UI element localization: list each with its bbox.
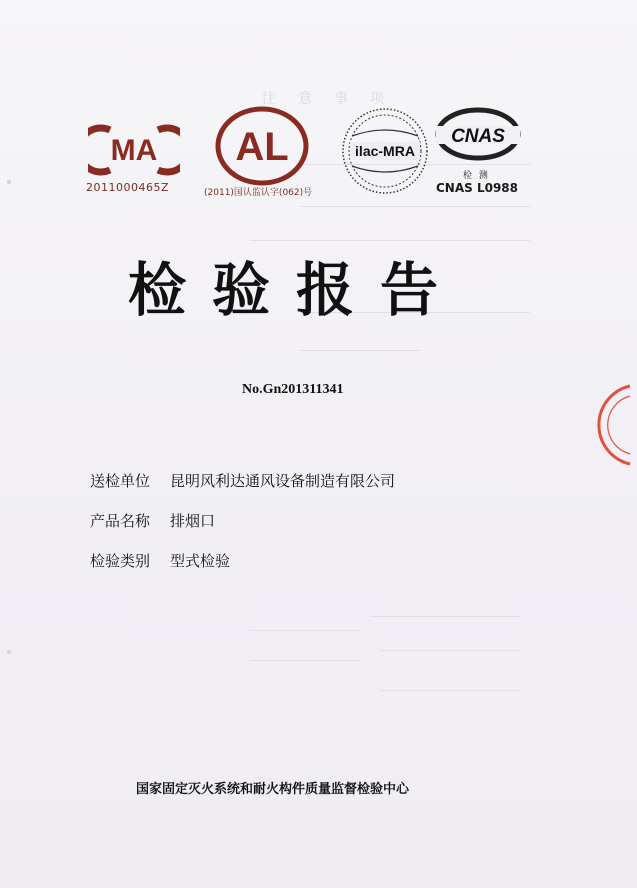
bleed-through-line [250,660,360,661]
field-value: 型式检验 [170,552,231,570]
field-product-name [90,510,215,531]
report-number: No.Gn201311341 [242,382,344,397]
ilac-mra-logo [340,106,430,196]
bleed-through-line [300,350,420,351]
bleed-through-line [250,630,360,631]
cnas-code: CNAS L0988 [436,181,519,195]
punch-mark [7,180,11,184]
bleed-through-line [300,206,530,207]
field-inspection-type [90,550,230,571]
field-value: 昆明风利达通风设备制造有限公司 [170,472,396,490]
bleed-through-line [380,690,520,691]
cal-code: (2011)国认监认字(062)号 [204,188,313,198]
cma-logo-text: MA [110,134,158,167]
cal-logo [214,105,310,187]
bleed-through-line [380,650,520,651]
issuing-organization: 国家固定灭火系统和耐火构件质量监督检验中心 [136,782,410,797]
field-submitting-unit [90,470,395,491]
bleed-through-line [250,240,530,241]
cma-logo [88,122,180,178]
report-title: 检验报告 [128,256,465,324]
field-label: 检验类别 [90,552,151,570]
punch-mark [7,650,11,654]
cal-logo-text: AL [235,125,289,169]
field-label: 送检单位 [90,472,151,490]
field-label: 产品名称 [90,512,151,530]
partial-seal-stamp [590,382,637,468]
cnas-sub: 检 测 [463,171,490,181]
ilac-logo-text: ilac-MRA [355,143,415,159]
cma-code: 2011000465Z [86,181,170,194]
bleed-through-line [370,616,520,617]
field-value: 排烟口 [170,512,216,530]
bleed-through-heading: 注意事项 [262,91,406,107]
cnas-logo-text: CNAS [451,126,505,147]
